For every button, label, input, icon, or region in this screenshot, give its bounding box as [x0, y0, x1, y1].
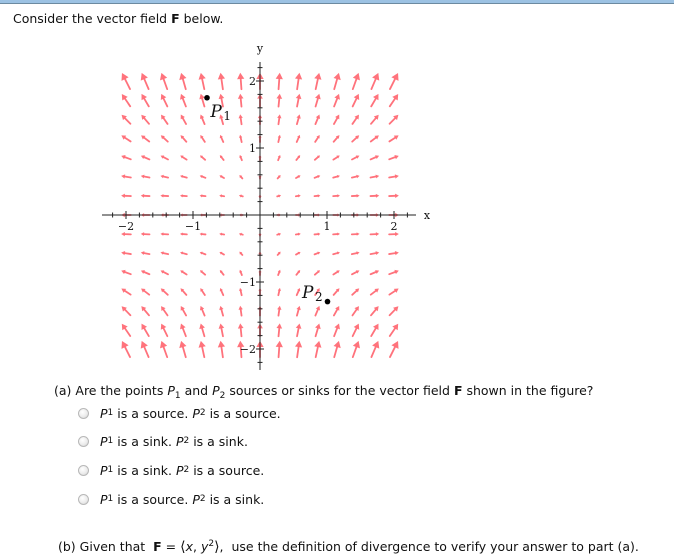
- opt-p1: P: [100, 433, 108, 449]
- question-b: [58, 539, 639, 555]
- radio-button[interactable]: [78, 465, 89, 476]
- svg-text:1: 1: [249, 142, 256, 155]
- qa-middle: and: [180, 383, 213, 398]
- top-border: [0, 0, 674, 4]
- qa-p1: P: [167, 383, 175, 398]
- question-a: [54, 383, 594, 401]
- qa-p1-sub: 1: [174, 391, 181, 401]
- opt-p2-text: is a sink.: [205, 491, 265, 507]
- qb-rangle: ⟩: [214, 539, 220, 555]
- qb-y: y: [200, 539, 209, 554]
- qb-suffix: , use the definition of divergence to verify your answer to part (a).: [219, 539, 639, 554]
- axes: [102, 42, 431, 370]
- qa-prefix: (a) Are the points: [54, 383, 168, 398]
- svg-text:−1: −1: [184, 220, 202, 233]
- option-source-source[interactable]: P 1 is a source. P 2 is a source.: [78, 405, 281, 421]
- opt-p1-text: is a sink.: [113, 433, 176, 449]
- svg-text:−1: −1: [239, 276, 256, 289]
- qb-exp: 2: [208, 539, 215, 549]
- vector-field-plot: [100, 36, 440, 376]
- qa-p2-sub: 2: [219, 391, 226, 401]
- svg-text:1: 1: [323, 220, 331, 233]
- opt-p2: P: [192, 491, 200, 507]
- qb-comma: ,: [192, 539, 201, 554]
- qa-p2: P: [212, 383, 220, 398]
- option-sink-source[interactable]: P 1 is a sink. P 2 is a source.: [78, 462, 264, 478]
- svg-text:2: 2: [315, 290, 323, 305]
- qa-field: F: [453, 383, 463, 398]
- opt-p2: P: [175, 462, 184, 478]
- qb-prefix: (b) Given that: [58, 539, 154, 554]
- svg-text:−2: −2: [117, 220, 135, 233]
- opt-p1-text: is a source.: [113, 491, 193, 507]
- opt-p2: P: [192, 405, 200, 421]
- radio-button[interactable]: [78, 436, 89, 447]
- intro-after: below.: [179, 11, 224, 26]
- radio-button[interactable]: [78, 494, 89, 505]
- option-source-sink[interactable]: P 1 is a source. P 2 is a sink.: [78, 491, 264, 507]
- svg-text:2: 2: [390, 220, 398, 233]
- opt-p1: P: [100, 491, 108, 507]
- opt-p2-text: is a source.: [189, 462, 265, 478]
- qa-suffix1: sources or sinks for the vector field: [225, 383, 454, 398]
- svg-text:2: 2: [249, 75, 256, 88]
- qb-field: F: [153, 539, 162, 554]
- radio-button[interactable]: [78, 408, 89, 419]
- qb-x: x: [185, 539, 193, 554]
- svg-text:P: P: [302, 283, 314, 304]
- opt-p2-text: is a source.: [205, 405, 281, 421]
- opt-p1: P: [100, 462, 108, 478]
- qb-equals: =: [161, 539, 181, 554]
- qa-suffix2: shown in the figure?: [462, 383, 594, 398]
- opt-p2: P: [175, 433, 184, 449]
- field-symbol: F: [171, 11, 180, 26]
- qb-langle: ⟨: [180, 539, 186, 555]
- svg-text:x: x: [423, 209, 431, 222]
- svg-text:1: 1: [223, 108, 232, 123]
- opt-p1: P: [100, 405, 108, 421]
- opt-p1-text: is a sink.: [113, 462, 176, 478]
- intro-text: [13, 11, 223, 26]
- opt-p1-text: is a source.: [113, 405, 193, 421]
- svg-text:P: P: [210, 101, 222, 122]
- opt-p2-text: is a sink.: [189, 433, 248, 449]
- svg-text:−2: −2: [239, 343, 256, 356]
- intro-before: Consider the vector field: [13, 11, 172, 26]
- svg-text:y: y: [256, 42, 264, 55]
- option-sink-sink[interactable]: P 1 is a sink. P 2 is a sink.: [78, 433, 248, 449]
